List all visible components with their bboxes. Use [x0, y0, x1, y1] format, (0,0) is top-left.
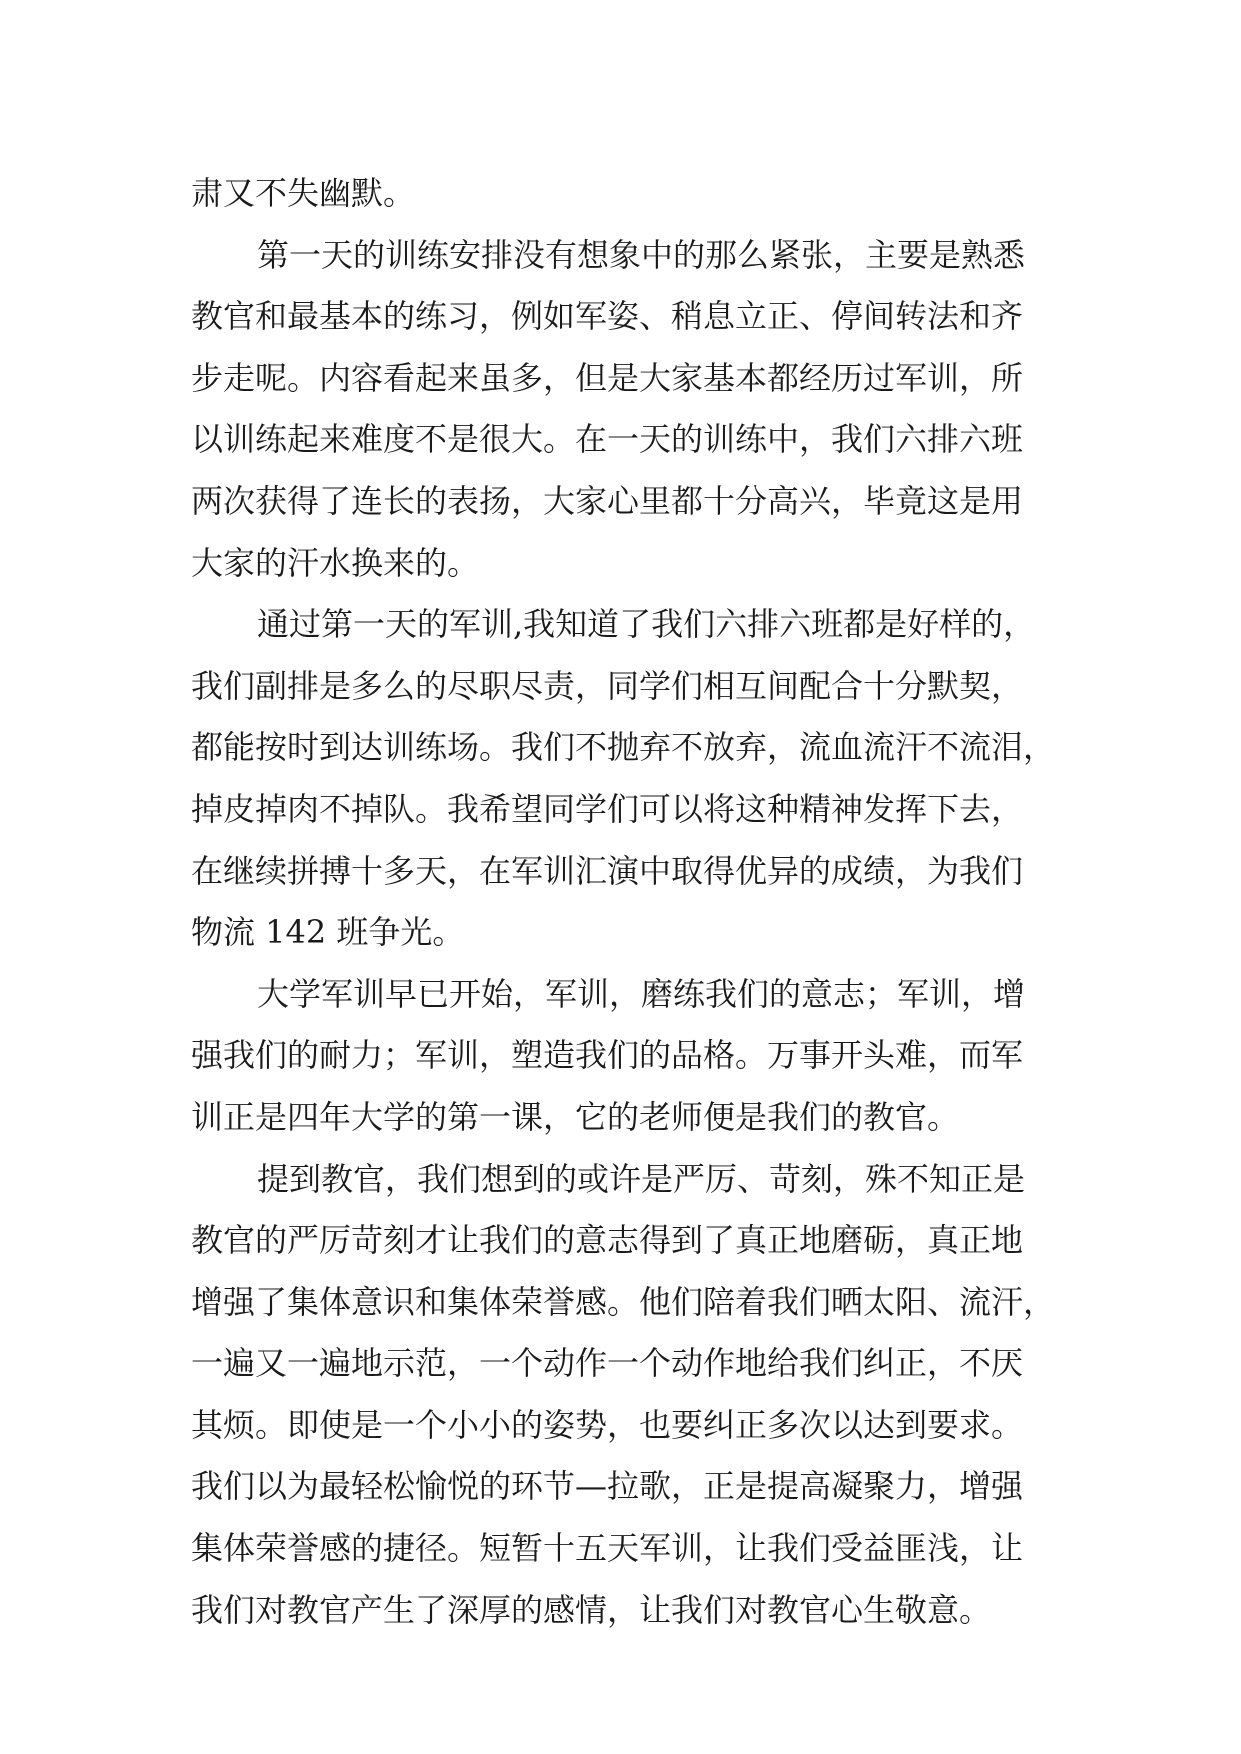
text-line: 强我们的耐力；军训，塑造我们的品格。万事开头难，而军	[191, 1036, 1024, 1075]
paragraph-start-line: 第一天的训练安排没有想象中的那么紧张，主要是熟悉	[257, 235, 1026, 274]
paragraph-start-line: 提到教官，我们想到的或许是严厉、苛刻，殊不知正是	[257, 1159, 1026, 1198]
paragraph-start-line: 大学军训早已开始，军训，磨练我们的意志；军训，增	[257, 974, 1026, 1013]
text-line: 增强了集体意识和集体荣誉感。他们陪着我们晒太阳、流汗，	[191, 1282, 1056, 1321]
text-line: 一遍又一遍地示范，一个动作一个动作地给我们纠正，不厌	[191, 1344, 1024, 1383]
text-line: 我们对教官产生了深厚的感情，让我们对教官心生敬意。	[191, 1590, 992, 1629]
text-line: 两次获得了连长的表扬，大家心里都十分高兴，毕竟这是用	[191, 481, 1024, 520]
text-line: 我们以为最轻松愉悦的环节—拉歌，正是提高凝聚力，增强	[191, 1467, 1024, 1506]
text-line: 训正是四年大学的第一课，它的老师便是我们的教官。	[191, 1097, 960, 1136]
text-line: 其烦。即使是一个小小的姿势，也要纠正多次以达到要求。	[191, 1405, 1024, 1444]
paragraph-start-line: 通过第一天的军训,我知道了我们六排六班都是好样的，	[257, 605, 1036, 644]
body-text	[191, 163, 1071, 1641]
text-line: 大家的汗水换来的。	[191, 543, 480, 582]
text-line: 物流 142 班争光。	[191, 913, 465, 952]
text-line: 步走呢。内容看起来虽多，但是大家基本都经历过军训，所	[191, 358, 1024, 397]
text-line: 肃又不失幽默。	[191, 174, 416, 212]
text-line: 教官和最基本的练习，例如军姿、稍息立正、停间转法和齐	[191, 297, 1024, 336]
text-line: 在继续拼搏十多天，在军训汇演中取得优异的成绩，为我们	[191, 851, 1024, 890]
text-line: 教官的严厉苛刻才让我们的意志得到了真正地磨砺，真正地	[191, 1221, 1024, 1260]
text-line: 以训练起来难度不是很大。在一天的训练中，我们六排六班	[191, 420, 1024, 459]
text-line: 掉皮掉肉不掉队。我希望同学们可以将这种精神发挥下去，	[191, 789, 1024, 828]
text-line: 都能按时到达训练场。我们不抛弃不放弃，流血流汗不流泪，	[191, 728, 1056, 767]
text-line: 我们副排是多么的尽职尽责，同学们相互间配合十分默契，	[191, 666, 1024, 705]
text-line: 集体荣誉感的捷径。短暂十五天军训，让我们受益匪浅，让	[191, 1529, 1024, 1568]
